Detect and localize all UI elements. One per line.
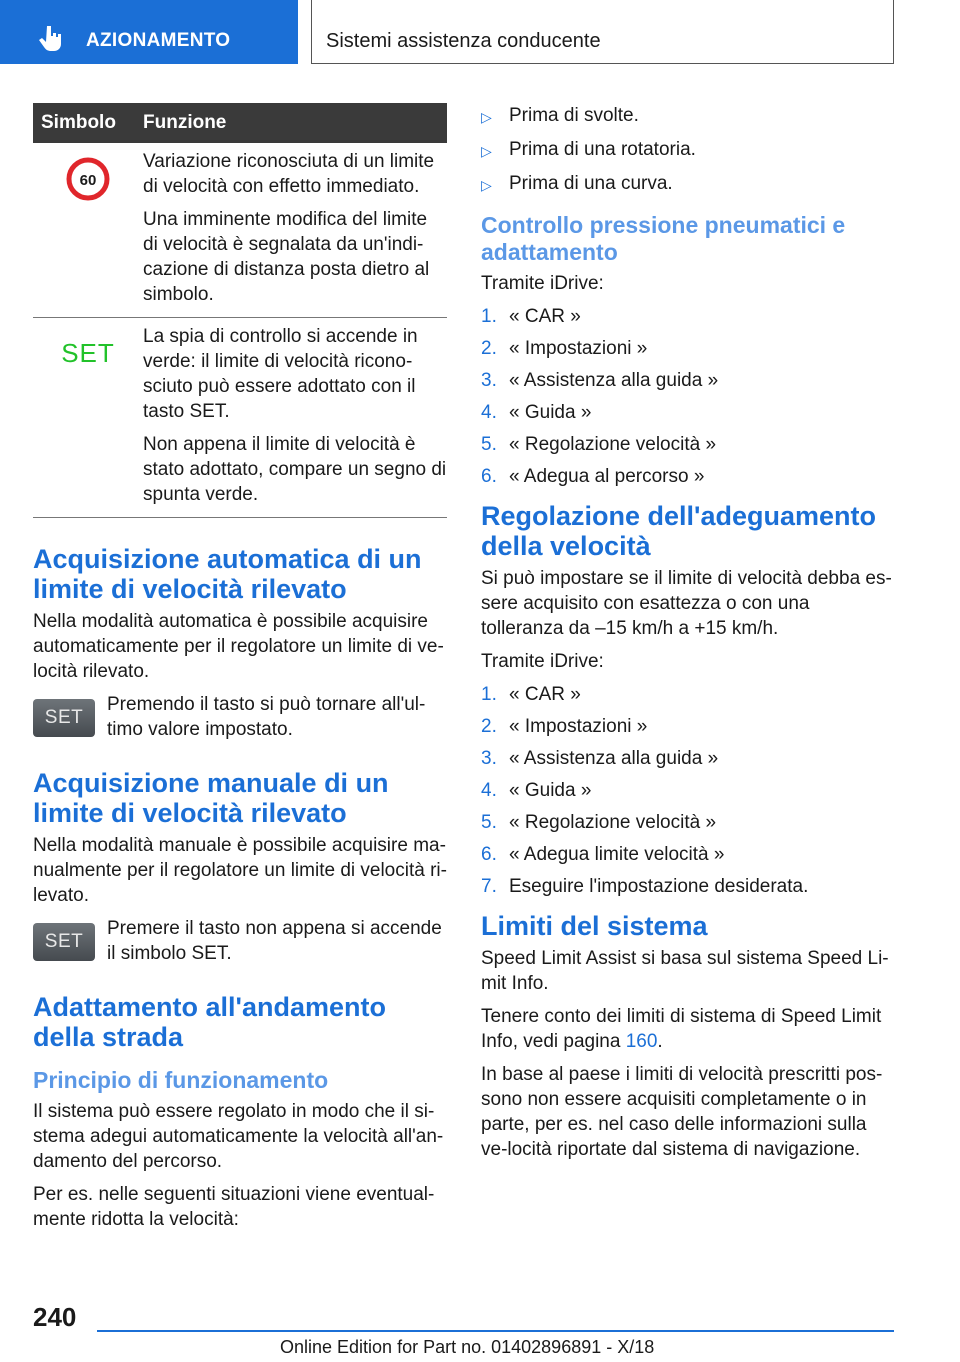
set-indicator-icon: SET <box>61 338 115 368</box>
table-row-text: Una imminente modifica del limite di velocità è segnalata da un'indi-cazione di distanza posta dietro al simbolo. <box>143 209 430 305</box>
list-item: 2. « Impostazioni » <box>481 716 648 737</box>
subheading-tire: Controllo pressione pneumatici e adattamento <box>481 212 846 265</box>
chapter-title-box <box>311 0 894 64</box>
triangle-bullet-icon: ▷ <box>481 109 492 125</box>
set-button-description: Premendo il tasto si può tornare all'ul-timo valore impostato. <box>107 694 426 740</box>
table-row-text: La spia di controllo si accende in verde: il limite di velocità ricono-sciuto può essere adottato con il tasto SET. <box>143 326 418 422</box>
sign-value: 60 <box>79 172 97 189</box>
list-item: 5. « Regolazione velocità » <box>481 434 717 455</box>
list-item: 6. « Adegua al percorso » <box>481 466 705 487</box>
triangle-bullet-icon: ▷ <box>481 143 492 159</box>
footer-divider <box>97 1330 894 1332</box>
list-item: ▷ Prima di svolte. <box>481 103 895 130</box>
table-row-text: Non appena il limite di velocità è stato adottato, compare un segno di spunta verde. <box>143 434 447 505</box>
chapter-title: Sistemi assistenza conducente <box>326 30 601 52</box>
set-button-row <box>33 692 447 742</box>
list-item: 3. « Assistenza alla guida » <box>481 370 719 391</box>
steps-list-adjust <box>481 682 895 899</box>
table-row <box>33 318 447 518</box>
list-item: ▷ Prima di una rotatoria. <box>481 137 895 164</box>
set-button-icon: SET <box>33 923 95 961</box>
paragraph: Speed Limit Assist si basa sul sistema Speed Li-mit Info. <box>481 948 889 994</box>
list-item: 4. « Guida » <box>481 402 592 423</box>
section-tab <box>0 0 298 64</box>
set-button-description: Premere il tasto non appena si accende il simbolo SET. <box>107 918 442 964</box>
section-heading-road: Adattamento all'andamento della strada <box>33 992 386 1052</box>
section-label: AZIONAMENTO <box>86 30 231 51</box>
section-heading-limits: Limiti del sistema <box>481 911 708 941</box>
list-item: 1. « CAR » <box>481 306 581 327</box>
paragraph: Il sistema può essere regolato in modo che il si-stema adegui automaticamente la velocità all'an-damento del percorso. <box>33 1101 444 1172</box>
paragraph: Tramite iDrive: <box>481 651 604 672</box>
table-row <box>33 143 447 318</box>
paragraph: Si può impostare se il limite di velocità debba es-sere acquisito con esattezza o con una tolleranza da –15 km/h a +15 km/h. <box>481 568 892 639</box>
list-item: 3. « Assistenza alla guida » <box>481 748 719 769</box>
hand-pointer-icon <box>38 24 66 52</box>
right-column <box>481 103 895 1170</box>
list-item: 5. « Regolazione velocità » <box>481 812 717 833</box>
set-button-row <box>33 916 447 966</box>
list-item: ▷ Prima di una curva. <box>481 171 895 198</box>
section-heading-adjust: Regolazione dell'adeguamento della velocità <box>481 501 876 561</box>
section-heading-manual: Acquisizione manuale di un limite di velocità rilevato <box>33 768 389 828</box>
symbol-table <box>33 103 447 518</box>
paragraph: Per es. nelle seguenti situazioni viene eventual-mente ridotta la velocità: <box>33 1184 435 1230</box>
table-header-row <box>33 103 447 143</box>
subheading-principle: Principio di funzionamento <box>33 1067 329 1093</box>
list-item: 7. Eseguire l'impostazione desiderata. <box>481 876 809 897</box>
col-header-symbol: Simbolo <box>33 103 143 143</box>
speed-limit-sign-icon <box>66 157 110 201</box>
paragraph: In base al paese i limiti di velocità prescritti pos-sono non essere acquisiti completamente o in parte, per es. nel caso delle informazioni sulla ve-locità riportate dal sistema di navigazione. <box>481 1064 883 1160</box>
page-number: 240 <box>33 1302 77 1332</box>
paragraph: Nella modalità automatica è possibile acquisire automaticamente per il regolatore un limite di ve-locità rilevato. <box>33 611 444 682</box>
list-item: 1. « CAR » <box>481 684 581 705</box>
triangle-bullet-icon: ▷ <box>481 177 492 193</box>
paragraph: Tramite iDrive: <box>481 273 604 294</box>
section-heading-auto: Acquisizione automatica di un limite di velocità rilevato <box>33 544 422 604</box>
list-item: 6. « Adegua limite velocità » <box>481 844 725 865</box>
left-column <box>33 103 447 1240</box>
list-item: 2. « Impostazioni » <box>481 338 648 359</box>
table-row-text: Variazione riconosciuta di un limite di velocità con effetto immediato. <box>143 151 435 197</box>
list-item: 4. « Guida » <box>481 780 592 801</box>
paragraph: Nella modalità manuale è possibile acquisire ma-nualmente per il regolatore un limite di velocità ri-levato. <box>33 835 447 906</box>
set-button-icon: SET <box>33 699 95 737</box>
footer-edition: Online Edition for Part no. 01402896891 - X/18 <box>280 1337 655 1357</box>
steps-list-tire <box>481 304 895 489</box>
bullet-list <box>481 103 895 198</box>
paragraph: Tenere conto dei limiti di sistema di Speed Limit Info, vedi pagina 160. <box>481 1006 882 1052</box>
col-header-function: Funzione <box>143 103 447 143</box>
page-link[interactable]: 160 <box>625 1031 658 1052</box>
